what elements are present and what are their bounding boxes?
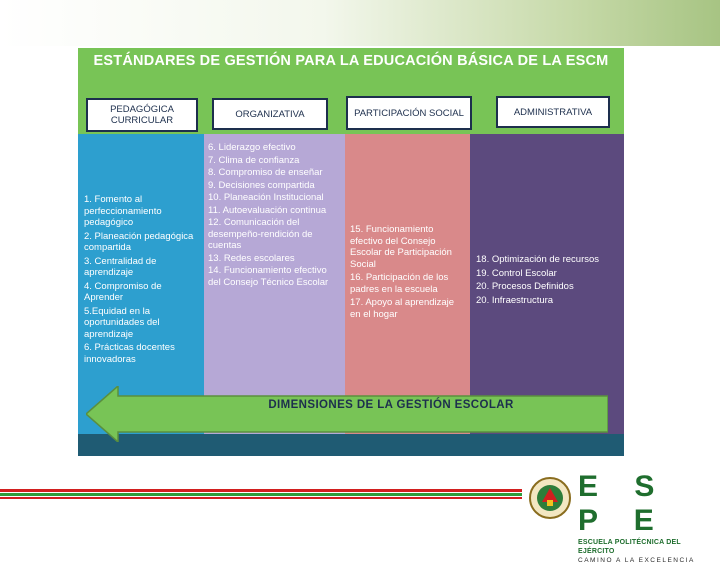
standard-item: 16. Participación de los padres en la escuela — [350, 272, 449, 295]
standard-item: 19. Control Escolar — [476, 267, 557, 279]
standard-item: 8. Compromiso de enseñar — [208, 167, 323, 178]
standard-item: 6. Prácticas docentes innovadoras — [84, 342, 175, 365]
standard-item: 17. Apoyo al aprendizaje en el hogar — [350, 297, 455, 320]
footer-stripe-red — [0, 489, 522, 492]
footer-stripe-green — [0, 493, 522, 496]
category-label-participacion: PARTICIPACIÓN SOCIAL — [354, 107, 464, 119]
top-gradient-strip — [0, 0, 720, 46]
footer-stripe-red-2 — [0, 497, 522, 499]
category-box-pedagogica — [86, 98, 198, 132]
standard-item: 20. Infraestructura — [476, 294, 554, 306]
espe-emblem-icon — [528, 476, 572, 520]
standard-item: 18. Optimización de recursos — [476, 254, 600, 265]
standard-item: 1. Fomento al perfeccionamiento pedagógico — [84, 194, 162, 228]
standard-item: 10. Planeación Institucional — [208, 192, 324, 203]
category-box-organizativa — [212, 98, 328, 130]
standard-item: 3. Centralidad de aprendizaje — [84, 255, 157, 278]
arrow-label: DIMENSIONES DE LA GESTIÓN ESCOLAR — [268, 399, 514, 411]
standard-item: 14. Funcionamiento efectivo del Consejo Técnico Escolar — [208, 265, 329, 288]
category-box-administrativa — [496, 96, 610, 128]
slide-title: ESTÁNDARES DE GESTIÓN PARA LA EDUCACIÓN BÁSICA DE LA ESCM — [93, 53, 609, 69]
standard-item: 15. Funcionamiento efectivo del Consejo Escolar de Participación Social — [350, 224, 452, 270]
standard-item: 9. Decisiones compartida — [208, 179, 315, 191]
standard-item: 2. Planeación pedagógica compartida — [84, 230, 194, 253]
category-label-pedagogica: PEDAGÓGICA CURRICULAR — [110, 104, 174, 126]
standard-item: 13. Redes escolares — [208, 252, 295, 264]
standard-item: 7. Clima de confianza — [208, 154, 300, 166]
logo-subtitle: ESCUELA POLITÉCNICA DEL EJÉRCITO — [578, 539, 681, 555]
standard-item: 11. Autoevaluación continua — [208, 204, 327, 216]
logo-name: E S P E — [578, 470, 669, 537]
standard-item: 20. Procesos Definidos — [476, 281, 574, 292]
category-label-administrativa: ADMINISTRATIVA — [513, 106, 593, 118]
standard-item: 4. Compromiso de Aprender — [84, 280, 162, 303]
espe-logo — [578, 470, 718, 565]
category-label-organizativa: ORGANIZATIVA — [235, 108, 305, 120]
left-arrow-shape — [86, 386, 608, 442]
standard-item: 5.Equidad en la oportunidades del aprendizaje — [84, 305, 160, 340]
category-box-participacion — [346, 96, 472, 130]
standard-item: 12. Comunicación del desempeño-rendición de cuentas — [208, 217, 313, 251]
slide-diagram — [78, 48, 624, 456]
standard-item: 6. Liderazgo efectivo — [208, 142, 296, 153]
dimension-arrow — [86, 386, 608, 442]
logo-motto: CAMINO A LA EXCELENCIA — [578, 557, 695, 564]
header-band — [78, 48, 624, 134]
